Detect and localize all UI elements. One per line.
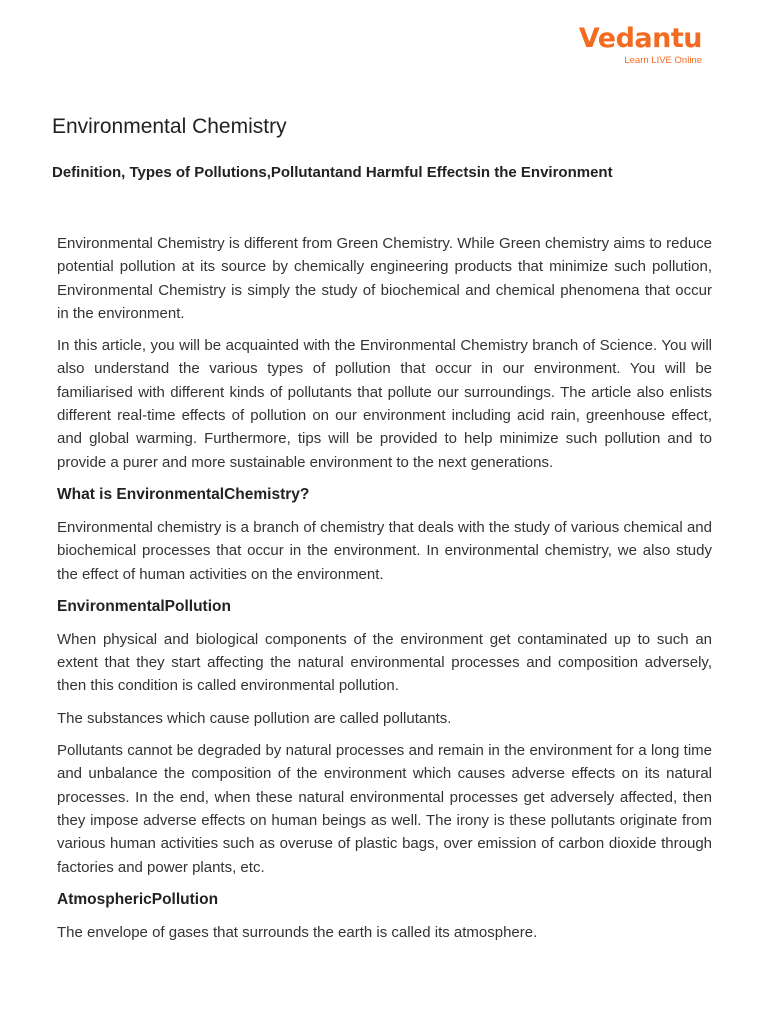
intro-paragraph-2: In this article, you will be acquainted with the Environmental Chemistry branch of Science. You will also understand the various types of pollution that occur in our environment. You will be familiarised with different kinds of pollutants that pollute our surroundings. The article also enlists different real-time effects of pollution on our environment including acid rain, greenhouse effect, and global warming. Furthermore, tips will be provided to help minimize such pollution and to provide a purer and more sustainable environment to the next generations. xyxy=(57,337,712,471)
page-subtitle: Definition, Types of Pollutions,Pollutantand Harmful Effectsin the Environment xyxy=(52,164,613,181)
logo-wordmark: Vedantu xyxy=(578,23,702,54)
article-body xyxy=(57,232,712,953)
what-is-paragraph: Environmental chemistry is a branch of chemistry that deals with the study of various chemical and biochemical processes that occur in the environment. In environmental chemistry, we also study the effect of human activities on the environment. xyxy=(57,518,712,583)
section-heading-environmental-pollution: EnvironmentalPollution xyxy=(57,597,231,615)
pollution-paragraph-2: The substances which cause pollution are called pollutants. xyxy=(57,709,452,727)
pollution-paragraph-3: Pollutants cannot be degraded by natural processes and remain in the environment for a long time and unbalance the composition of the environment which causes adverse effects on its natural processes. In the end, when these natural environmental processes get adversely affected, then they impose adverse effects on human beings as well. The irony is these pollutants originate from various human activities such as overuse of plastic bags, over emission of carbon dioxide through factories and power plants, etc. xyxy=(57,742,712,876)
atmospheric-paragraph: The envelope of gases that surrounds the earth is called its atmosphere. xyxy=(57,923,538,941)
logo-tagline: Learn LIVE Online xyxy=(624,55,702,66)
section-heading-what-is: What is EnvironmentalChemistry? xyxy=(57,485,310,503)
vedantu-logo xyxy=(579,24,702,66)
intro-paragraph-1: Environmental Chemistry is different from Green Chemistry. While Green chemistry aims to reduce potential pollution at its source by chemically engineering products that minimize such pollution, Environmental Chemistry is simply the study of biochemical and chemical phenomena that occur in the environment. xyxy=(57,235,712,322)
section-heading-atmospheric-pollution: AtmosphericPollution xyxy=(57,890,219,908)
page-title: Environmental Chemistry xyxy=(52,115,287,138)
pollution-paragraph-1: When physical and biological components of the environment get contaminated up to such an extent that they start affecting the natural environmental processes and composition adversely, then this condition is called environmental pollution. xyxy=(57,630,712,695)
